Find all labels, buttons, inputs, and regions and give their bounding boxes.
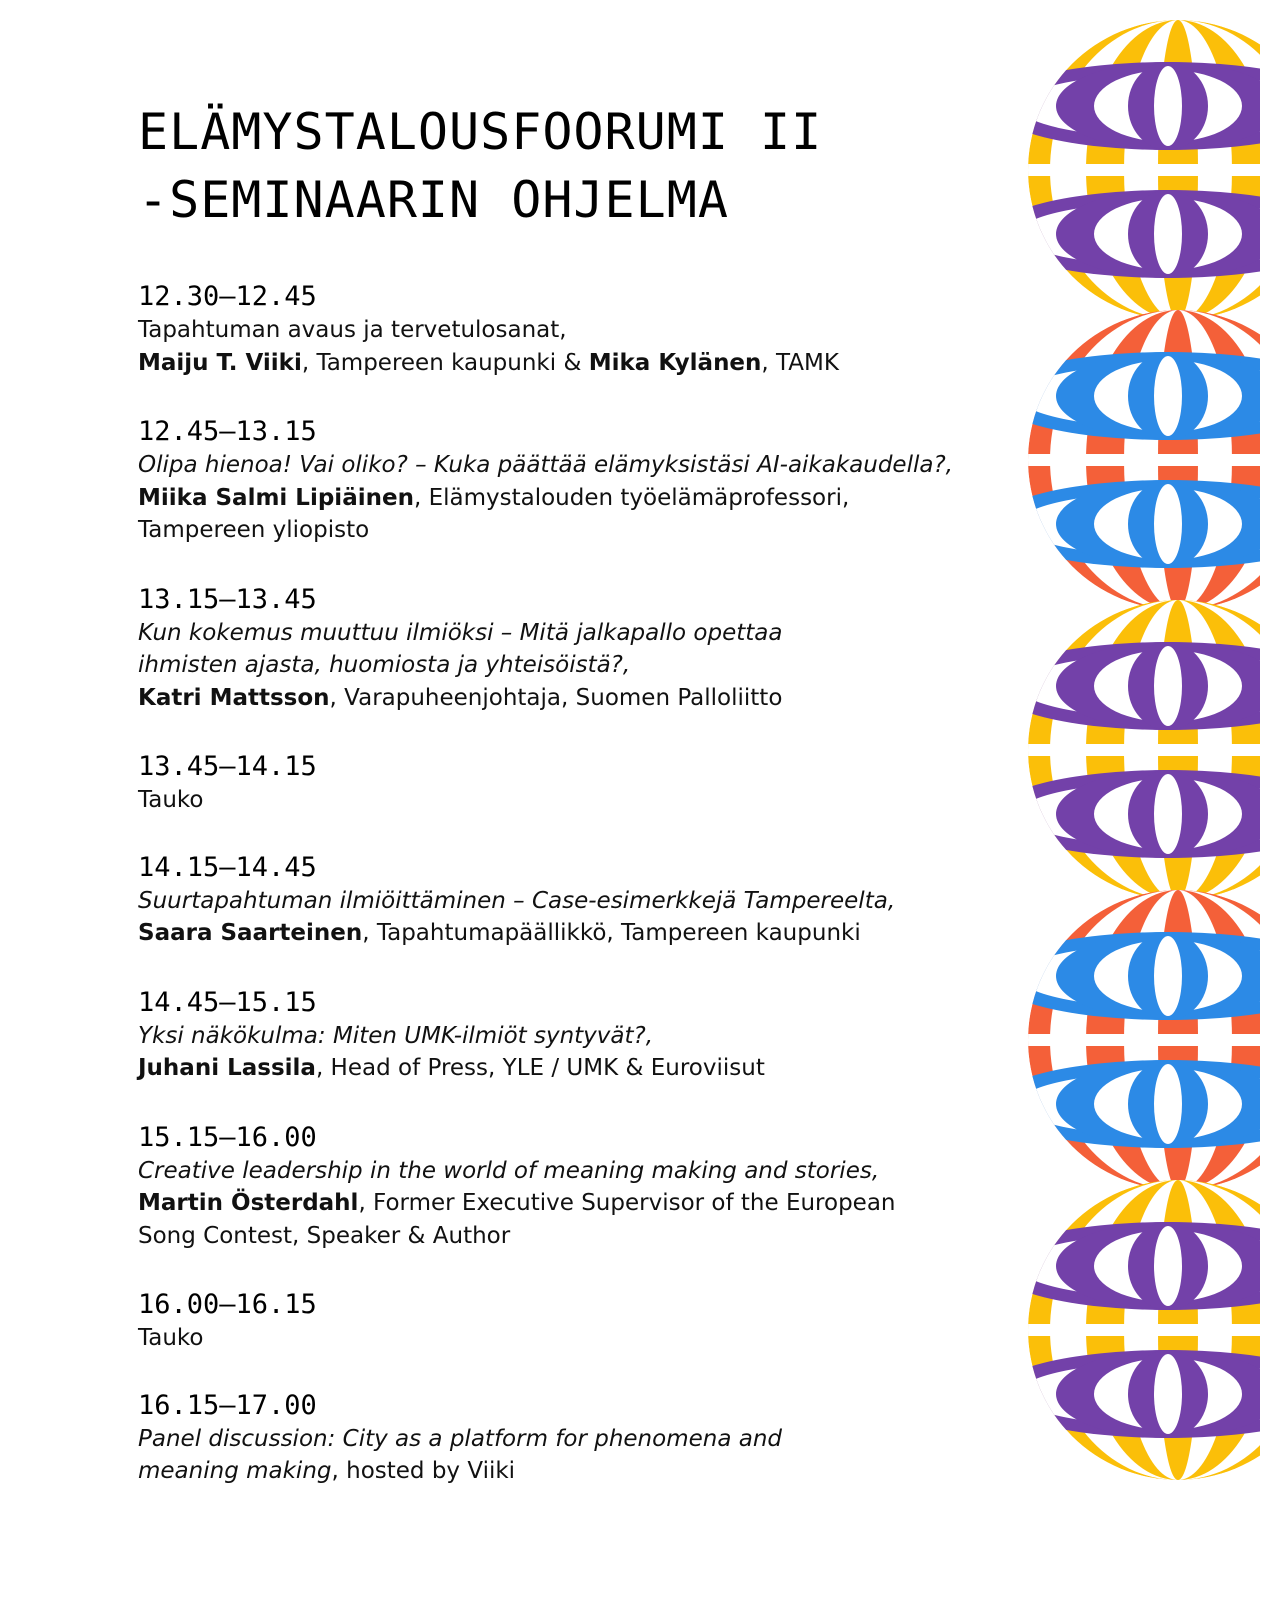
program-session — [138, 1389, 988, 1488]
talk-title: Olipa hienoa! Vai oliko? – Kuka päättää elämyksistäsi AI-aikakaudella?, — [138, 452, 953, 478]
program-session — [138, 583, 988, 715]
session-line — [138, 1052, 988, 1085]
session-text: , hosted by Viiki — [331, 1458, 516, 1484]
session-time: 16.00–16.15 — [138, 1289, 317, 1320]
session-line — [138, 917, 988, 950]
session-time: 16.15–17.00 — [138, 1389, 317, 1421]
program-session — [138, 415, 988, 547]
session-time: 13.15–13.45 — [138, 583, 317, 615]
session-text: Song Contest, Speaker & Author — [138, 1222, 511, 1249]
session-line — [138, 1020, 988, 1053]
session-line — [138, 1423, 988, 1456]
session-line — [138, 514, 988, 547]
session-line — [138, 885, 988, 918]
speaker-name: Miika Salmi Lipiäinen — [138, 484, 414, 511]
program-session — [138, 750, 988, 817]
session-line — [138, 649, 988, 682]
session-time: 15.15–16.00 — [138, 1121, 317, 1153]
program-session — [138, 280, 988, 379]
session-line — [138, 784, 988, 817]
program-session — [138, 986, 988, 1085]
session-line — [138, 1187, 988, 1220]
talk-title: Kun kokemus muuttuu ilmiöksi – Mitä jalkapallo opettaa — [138, 619, 783, 646]
session-text: Tampereen yliopisto — [138, 517, 370, 543]
page-title — [138, 98, 822, 234]
title-line-2: -SEMINAARIN OHJELMA — [138, 171, 729, 229]
speaker-name: Juhani Lassila — [138, 1055, 316, 1081]
session-text: , Varapuheenjohtaja, Suomen Palloliitto — [329, 684, 783, 711]
session-text: , Tampereen kaupunki & — [301, 349, 589, 376]
session-line — [138, 314, 988, 347]
talk-title: meaning making — [138, 1458, 332, 1484]
session-text: Tauko — [138, 787, 204, 813]
talk-title: ihmisten ajasta, huomiosta ja yhteisöistä?, — [138, 652, 631, 678]
session-time: 14.15–14.45 — [138, 851, 317, 883]
session-line — [138, 1322, 988, 1355]
session-text: Tauko — [138, 1325, 204, 1351]
speaker-name: Saara Saarteinen — [138, 920, 363, 946]
talk-title: Suurtapahtuman ilmiöittäminen – Case-esimerkkejä Tampereelta, — [138, 887, 896, 914]
title-line-1: ELÄMYSTALOUSFOORUMI II — [138, 103, 823, 161]
session-text: , TAMK — [761, 349, 839, 376]
decorative-sphere — [1000, 310, 1260, 610]
decorative-sphere-pattern — [1000, 20, 1260, 1560]
session-text: , Head of Press, YLE / UMK & Euroviisut — [315, 1055, 765, 1081]
session-line — [138, 617, 988, 650]
decorative-sphere — [1000, 1180, 1260, 1480]
decorative-sphere — [1000, 600, 1260, 900]
session-text: Tapahtuman avaus ja tervetulosanat, — [138, 317, 567, 343]
program-schedule — [138, 280, 988, 1524]
session-text: , Elämystalouden työelämäprofessori, — [413, 484, 850, 511]
talk-title: Creative leadership in the world of meaning making and stories, — [138, 1157, 880, 1184]
session-line — [138, 1155, 988, 1188]
session-line — [138, 449, 988, 482]
decorative-sphere — [1000, 890, 1260, 1190]
session-line — [138, 347, 988, 380]
decorative-sphere — [1000, 20, 1260, 320]
speaker-name: Mika Kylänen — [588, 349, 762, 376]
session-time: 14.45–15.15 — [138, 986, 317, 1018]
session-line — [138, 482, 988, 515]
speaker-name: Katri Mattsson — [138, 684, 330, 711]
session-line — [138, 1455, 988, 1488]
speaker-name: Martin Österdahl — [138, 1190, 359, 1216]
session-time: 12.30–12.45 — [138, 281, 317, 312]
session-line — [138, 682, 988, 715]
program-session — [138, 851, 988, 950]
program-session — [138, 1121, 988, 1253]
session-time: 13.45–14.15 — [138, 751, 317, 782]
talk-title: Panel discussion: City as a platform for phenomena and — [138, 1425, 782, 1452]
session-text: , Tapahtumapäällikkö, Tampereen kaupunki — [362, 920, 861, 946]
talk-title: Yksi näkökulma: Miten UMK-ilmiöt syntyvät?, — [138, 1022, 654, 1049]
session-line — [138, 1220, 988, 1253]
session-time: 12.45–13.15 — [138, 416, 317, 447]
program-session — [138, 1288, 988, 1355]
speaker-name: Maiju T. Viiki — [138, 349, 302, 376]
session-text: , Former Executive Supervisor of the European — [358, 1190, 896, 1216]
